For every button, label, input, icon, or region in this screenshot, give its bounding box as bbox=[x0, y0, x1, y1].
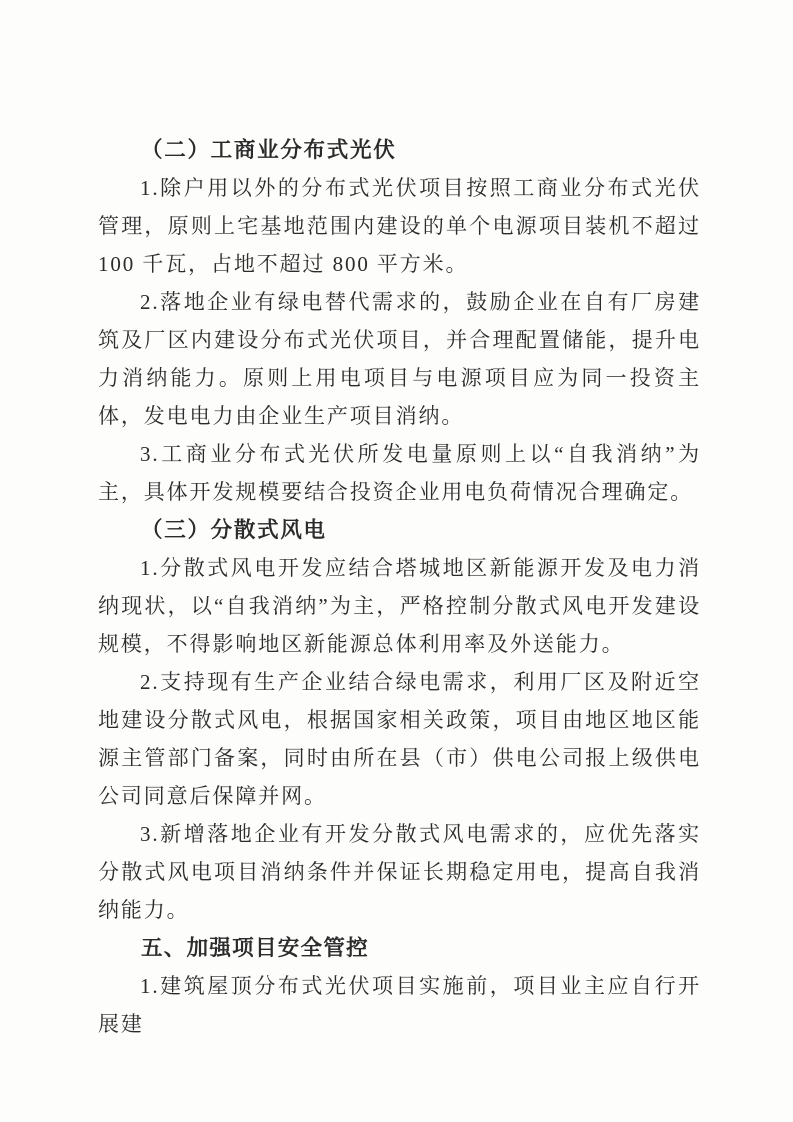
section-heading-project-safety-control: 五、加强项目安全管控 bbox=[141, 936, 369, 960]
body-paragraph: 1.除户用以外的分布式光伏项目按照工商业分布式光伏管理，原则上宅基地范围内建设的单个电源项目装机不超过 100 千瓦，占地不超过 800 平方米。 bbox=[98, 176, 701, 276]
section-heading-distributed-wind: （三）分散式风电 bbox=[141, 518, 327, 542]
body-paragraph: 2.支持现有生产企业结合绿电需求，利用厂区及附近空地建设分散式风电，根据国家相关政策，项目由地区地区能源主管部门备案，同时由所在县（市）供电公司报上级供电公司同意后保障并网。 bbox=[98, 670, 701, 808]
body-paragraph: 1.分散式风电开发应结合塔城地区新能源开发及电力消纳现状，以“自我消纳”为主，严格控制分散式风电开发建设规模，不得影响地区新能源总体利用率及外送能力。 bbox=[98, 556, 701, 656]
section-heading-commercial-distributed-pv: （二）工商业分布式光伏 bbox=[141, 138, 397, 162]
body-paragraph: 2.落地企业有绿电替代需求的，鼓励企业在自有厂房建筑及厂区内建设分布式光伏项目，并合理配置储能，提升电力消纳能力。原则上用电项目与电源项目应为同一投资主体，发电电力由企业生产项目消纳。 bbox=[98, 290, 701, 428]
body-paragraph: 3.新增落地企业有开发分散式风电需求的，应优先落实分散式风电项目消纳条件并保证长期稳定用电，提高自我消纳能力。 bbox=[98, 822, 701, 922]
body-paragraph: 3.工商业分布式光伏所发电量原则上以“自我消纳”为主，具体开发规模要结合投资企业用电负荷情况合理确定。 bbox=[98, 442, 701, 504]
body-paragraph: 1.建筑屋顶分布式光伏项目实施前，项目业主应自行开展建 bbox=[98, 974, 701, 1036]
